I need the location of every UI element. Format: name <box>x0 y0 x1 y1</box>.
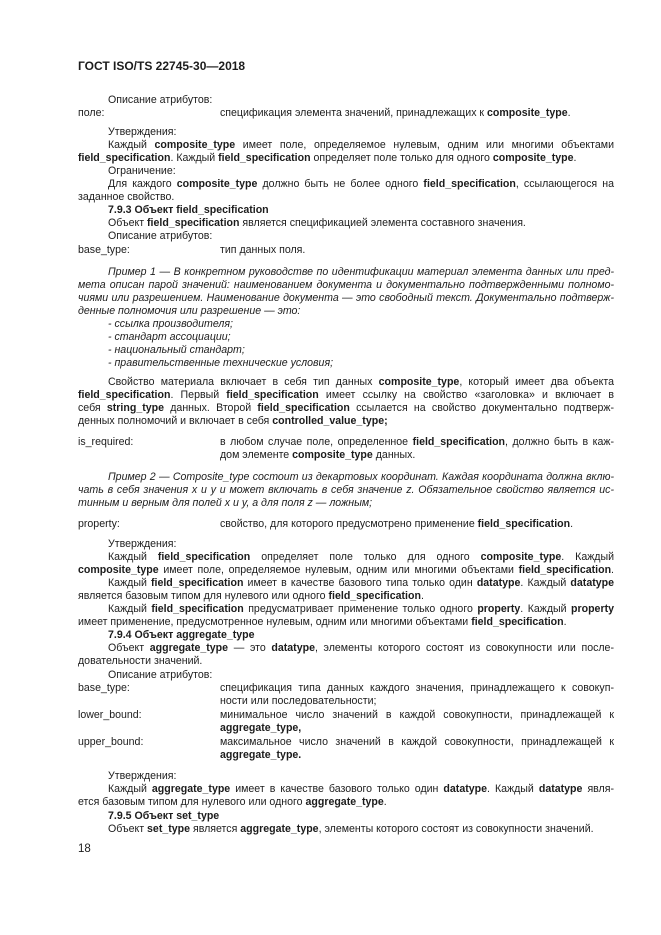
paragraph-line: Каждый field_specification определяет поле только для одного composite_type. Каждый <box>108 551 615 563</box>
attribute-value: свойство, для которого предусмотрено применение field_specification. <box>220 518 574 530</box>
attribute-value: aggregate_type. <box>220 749 302 761</box>
example-line: Пример 1 — В конкретном руководстве по идентификации материал элемента данных или пред- <box>108 266 614 278</box>
attribute-label: lower_bound: <box>78 709 142 721</box>
attributes-heading: Описание атрибутов: <box>108 669 213 681</box>
attribute-value: в любом случае поле, определенное field_specification, должно быть в каж- <box>220 436 614 448</box>
assertions-heading: Утверждения: <box>108 126 177 138</box>
paragraph-line: Каждый aggregate_type имеет в качестве базового только один datatype. Каждый datatype явля- <box>108 783 615 795</box>
attribute-value: спецификация типа данных каждого значения, принадлежащего к совокуп- <box>220 682 614 694</box>
paragraph-line: Каждый field_specification имеет в качестве базового типа только один datatype. Каждый datatype <box>108 577 614 589</box>
attribute-value: aggregate_type, <box>220 722 302 734</box>
paragraph-line: field_specification. Первый field_specification имеет ссылку на свойство «заголовка» и включает в <box>78 389 615 401</box>
paragraph-line: имеет применение, предусмотренное нулевым, одним или многими объектами field_specification. <box>78 616 567 628</box>
attribute-label: base_type: <box>78 682 130 694</box>
attribute-label: is_required: <box>78 436 134 448</box>
example-line: мета описан парой значений: наименованием документа и документально подтвержденными полномо- <box>78 279 614 291</box>
attribute-label: base_type: <box>78 244 130 256</box>
paragraph-line: Свойство материала включает в себя тип данных composite_type, который имеет два объекта <box>108 376 614 388</box>
paragraph-line: composite_type имеет поле, определяемое нулевым, одним или многими объектами field_specification. <box>78 564 614 576</box>
attribute-value: спецификация элемента значений, принадлежащих к composite_type. <box>220 107 571 119</box>
example-line: Пример 2 — Composite_type состоит из декартовых координат. Каждая координата должна вклю- <box>108 471 614 483</box>
example-line: чать в себя значения x и y и может включать в себя значение z. Обязательное свойство является ис- <box>78 484 614 496</box>
attribute-label: поле: <box>78 107 105 119</box>
paragraph-line: себя string_type данных. Второй field_specification ссылается на свойство документально подтверж- <box>78 402 614 414</box>
page-number: 18 <box>78 843 91 855</box>
attribute-value: минимальное число значений в каждой совокупности, принадлежащей к <box>220 709 614 721</box>
attribute-value: тип данных поля. <box>220 244 306 256</box>
paragraph-line: Объект field_specification является спецификацией элемента составного значения. <box>108 217 526 229</box>
example-line: чиями или разрешением. Наименование документа — это свободный текст. Документально подтверж- <box>78 292 614 304</box>
section-heading-7-9-4: 7.9.4 Объект aggregate_type <box>108 629 255 641</box>
paragraph-line: field_specification. Каждый field_specification определяет поле только для одного composite_type. <box>78 152 577 164</box>
paragraph-line: довательности значений. <box>78 655 203 667</box>
paragraph-line: Объект set_type является aggregate_type, элементы которого состоят из совокупности значений. <box>108 823 594 835</box>
example-line: денные полномочия или разрешение — это: <box>78 305 301 317</box>
section-heading-7-9-5: 7.9.5 Объект set_type <box>108 810 220 822</box>
example-list-item: - ссылка производителя; <box>108 318 233 330</box>
attribute-label: property: <box>78 518 120 530</box>
section-heading-7-9-3: 7.9.3 Объект field_specification <box>108 204 269 216</box>
paragraph-line: является базовым типом для нулевого или одного field_specification. <box>78 590 424 602</box>
example-list-item: - правительственные технические условия; <box>108 357 334 369</box>
attribute-value: максимальное число значений в каждой совокупности, принадлежащей к <box>220 736 614 748</box>
attributes-heading: Описание атрибутов: <box>108 230 213 242</box>
paragraph-line: Каждый composite_type имеет поле, определяемое нулевым, одним или многими объектами <box>108 139 614 151</box>
paragraph-line: ется базовым типом для нулевого или одного aggregate_type. <box>78 796 387 808</box>
paragraph-line: Для каждого composite_type должно быть не более одного field_specification, ссылающегося на <box>108 178 615 190</box>
assertions-heading: Утверждения: <box>108 770 177 782</box>
example-list-item: - национальный стандарт; <box>108 344 245 356</box>
paragraph-line: Объект aggregate_type — это datatype, элементы которого состоят из совокупности или после- <box>108 642 614 654</box>
paragraph-line: денных полномочий и включает в себя controlled_value_type; <box>78 415 388 427</box>
paragraph-line: заданное свойство. <box>78 191 175 203</box>
assertions-heading: Утверждения: <box>108 538 177 550</box>
example-line: тинным и верным для полей x и y, а для поля z — ложным; <box>78 497 373 509</box>
attribute-value: ности или последовательности; <box>220 695 377 707</box>
constraint-heading: Ограничение: <box>108 165 176 177</box>
attribute-label: upper_bound: <box>78 736 144 748</box>
example-list-item: - стандарт ассоциации; <box>108 331 231 343</box>
paragraph-line: Каждый field_specification предусматривает применение только одного property. Каждый property <box>108 603 614 615</box>
attributes-heading: Описание атрибутов: <box>108 94 213 106</box>
attribute-value: дом элементе composite_type данных. <box>220 449 416 461</box>
document-header: ГОСТ ISO/TS 22745-30—2018 <box>78 59 246 73</box>
